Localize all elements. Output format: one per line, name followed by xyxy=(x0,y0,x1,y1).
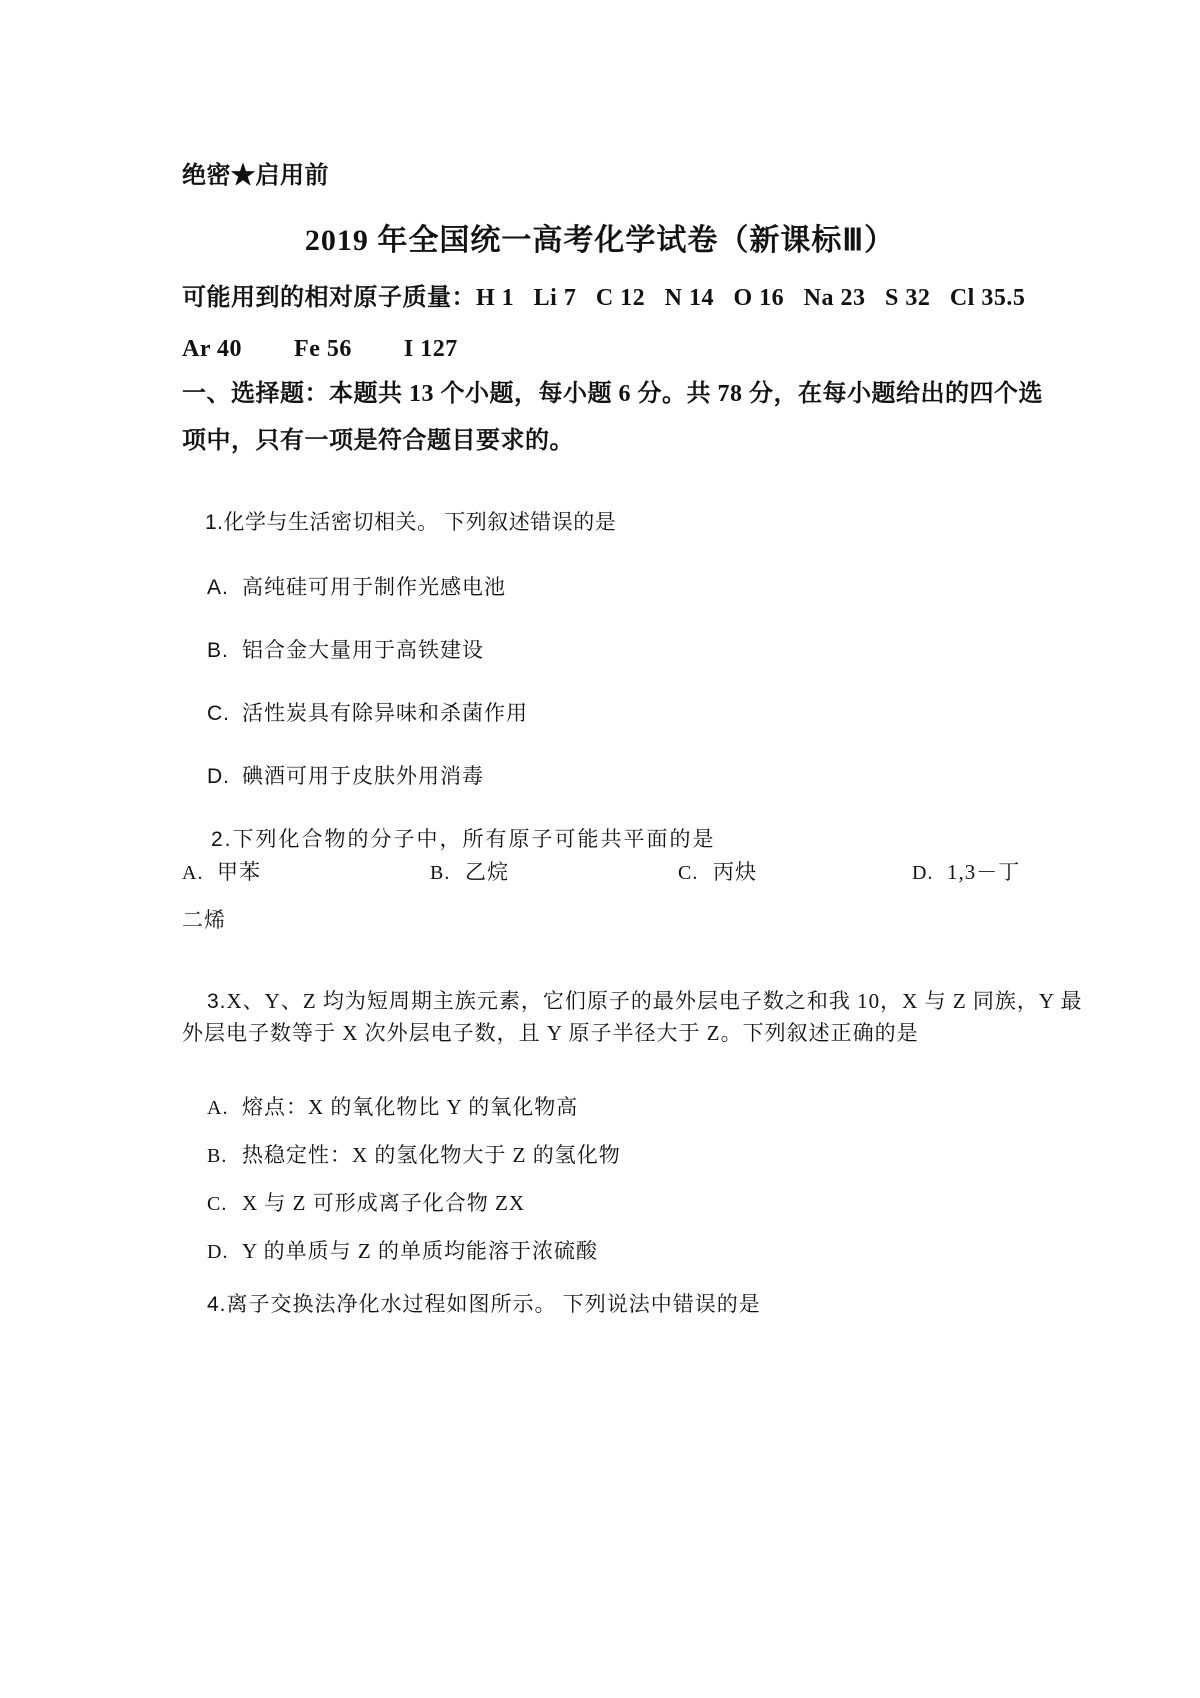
atomic-masses-line-1: 可能用到的相对原子质量：H 1 Li 7 C 12 N 14 O 16 Na 23 S 32 Cl 35.5 xyxy=(182,285,1026,311)
question-1-stem-text: 化学与生活密切相关。 下列叙述错误的是 xyxy=(223,510,617,535)
classification-banner: 绝密★启用前 xyxy=(182,163,329,189)
question-2-options-row xyxy=(182,860,1035,890)
question-3-option-b-text: 热稳定性：X 的氢化物大于 Z 的氢化物 xyxy=(242,1143,621,1168)
question-2-option-b-text: 乙烷 xyxy=(465,860,509,884)
question-4-number: 4. xyxy=(207,1293,227,1317)
question-2-option-a-label: A. xyxy=(182,862,204,884)
question-2-option-c xyxy=(678,860,757,885)
question-3-option-d-text: Y 的单质与 Z 的单质均能溶于浓硫酸 xyxy=(242,1239,598,1264)
question-2-option-d-overflow: 二烯 xyxy=(182,908,226,932)
question-3-number: 3. xyxy=(207,990,227,1014)
question-4-stem xyxy=(182,1268,761,1341)
question-4-stem-text: 离子交换法净化水过程如图所示。 下列说法中错误的是 xyxy=(226,1292,761,1317)
question-3-option-c-text: X 与 Z 可形成离子化合物 ZX xyxy=(242,1191,525,1216)
question-1-option-b-label: B. xyxy=(207,639,229,663)
atomic-masses-line-2: Ar 40 Fe 56 I 127 xyxy=(182,336,458,362)
question-1-number: 1. xyxy=(205,511,224,535)
question-3-option-c-label: C. xyxy=(207,1193,228,1216)
question-2-stem-text: 下列化合物的分子中，所有原子可能共平面的是 xyxy=(232,827,716,852)
question-2-option-c-label: C. xyxy=(678,862,699,884)
question-1-option-a-text: 高纯硅可用于制作光感电池 xyxy=(242,575,506,600)
section-intro-line-2: 项中，只有一项是符合题目要求的。 xyxy=(182,428,574,454)
question-1-option-d-label: D. xyxy=(207,765,230,789)
question-1-option-a-label: A. xyxy=(207,576,229,600)
question-2-option-a-text: 甲苯 xyxy=(217,860,261,884)
question-3-option-d-label: D. xyxy=(207,1241,229,1264)
question-1-option-c-label: C. xyxy=(207,702,230,726)
question-1-option-c-text: 活性炭具有除异味和杀菌作用 xyxy=(242,701,528,726)
question-3-option-a-text: 熔点：X 的氧化物比 Y 的氧化物高 xyxy=(242,1095,579,1120)
question-2-option-d-label: D. xyxy=(912,862,934,884)
question-1-option-d-text: 碘酒可用于皮肤外用消毒 xyxy=(242,764,484,789)
question-1-option-b-text: 铝合金大量用于高铁建设 xyxy=(242,638,484,663)
question-2-option-d xyxy=(912,860,1020,885)
question-2-option-b xyxy=(430,860,509,885)
question-2-option-b-label: B. xyxy=(430,862,451,884)
question-3-option-a-label: A. xyxy=(207,1097,229,1120)
page-title: 2019 年全国统一高考化学试卷（新课标Ⅲ） xyxy=(304,224,896,257)
question-2-option-a xyxy=(182,860,261,885)
question-3-option-b-label: B. xyxy=(207,1145,228,1168)
question-3-stem-line-2: 外层电子数等于 X 次外层电子数，且 Y 原子半径大于 Z。下列叙述正确的是 xyxy=(182,1021,919,1045)
question-2-number: 2. xyxy=(211,828,233,852)
section-intro-line-1: 一、选择题：本题共 13 个小题，每小题 6 分。共 78 分，在每小题给出的四个选 xyxy=(182,381,1043,407)
question-1-stem xyxy=(182,486,616,559)
question-3-stem-line-1-text: X、Y、Z 均为短周期主族元素，它们原子的最外层电子数之和我 10，X 与 Z 同族，Y 最 xyxy=(226,989,1083,1014)
question-2-option-c-text: 丙炔 xyxy=(713,860,757,884)
question-2-option-d-text: 1,3－丁 xyxy=(947,860,1021,884)
